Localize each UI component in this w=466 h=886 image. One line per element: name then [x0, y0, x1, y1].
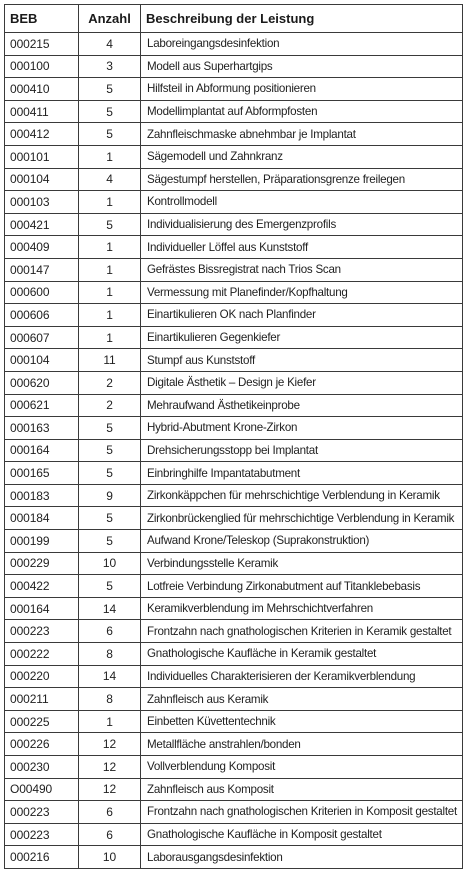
description-cell: Gefrästes Bissregistrat nach Trios Scan: [141, 258, 463, 281]
description-cell: Hybrid-Abutment Krone-Zirkon: [141, 417, 463, 440]
quantity-cell: 5: [79, 100, 141, 123]
table-row: [5, 846, 463, 869]
beb-code-cell: 000223: [5, 801, 79, 824]
description-cell: Zahnfleisch aus Keramik: [141, 688, 463, 711]
beb-code-cell: 000163: [5, 417, 79, 440]
description-cell: Frontzahn nach gnathologischen Kriterien in Keramik gestaltet: [141, 620, 463, 643]
quantity-cell: 8: [79, 688, 141, 711]
table-row: [5, 484, 463, 507]
quantity-cell: 5: [79, 439, 141, 462]
table-row: [5, 258, 463, 281]
quantity-cell: 5: [79, 123, 141, 146]
quantity-cell: 14: [79, 665, 141, 688]
table-row: [5, 530, 463, 553]
quantity-cell: 1: [79, 281, 141, 304]
description-cell: Zahnfleisch aus Komposit: [141, 778, 463, 801]
beb-code-cell: 000409: [5, 236, 79, 259]
quantity-cell: 12: [79, 733, 141, 756]
description-cell: Sägestumpf herstellen, Präparationsgrenze freilegen: [141, 168, 463, 191]
description-cell: Gnathologische Kaufläche in Keramik gestaltet: [141, 643, 463, 666]
beb-code-cell: 000422: [5, 575, 79, 598]
quantity-cell: 2: [79, 371, 141, 394]
service-table: [4, 4, 463, 869]
table-row: [5, 552, 463, 575]
quantity-cell: 4: [79, 168, 141, 191]
quantity-cell: 5: [79, 78, 141, 101]
quantity-cell: 6: [79, 823, 141, 846]
quantity-cell: 1: [79, 236, 141, 259]
description-cell: Vermessung mit Planefinder/Kopfhaltung: [141, 281, 463, 304]
table-body: [5, 33, 463, 869]
quantity-cell: 10: [79, 552, 141, 575]
beb-code-cell: 000101: [5, 145, 79, 168]
description-cell: Individueller Löffel aus Kunststoff: [141, 236, 463, 259]
description-cell: Zirkonbrückenglied für mehrschichtige Verblendung in Keramik: [141, 507, 463, 530]
description-cell: Zahnfleischmaske abnehmbar je Implantat: [141, 123, 463, 146]
quantity-cell: 5: [79, 507, 141, 530]
beb-code-cell: 000421: [5, 213, 79, 236]
beb-code-cell: 000103: [5, 191, 79, 214]
table-row: [5, 100, 463, 123]
quantity-cell: 1: [79, 710, 141, 733]
quantity-cell: 10: [79, 846, 141, 869]
beb-code-cell: 000607: [5, 326, 79, 349]
table-row: [5, 733, 463, 756]
table-row: [5, 643, 463, 666]
description-cell: Individuelles Charakterisieren der Keramikverblendung: [141, 665, 463, 688]
table-row: [5, 778, 463, 801]
quantity-cell: 14: [79, 597, 141, 620]
table-row: [5, 439, 463, 462]
beb-code-cell: 000211: [5, 688, 79, 711]
beb-code-cell: 000215: [5, 33, 79, 56]
table-row: [5, 394, 463, 417]
quantity-cell: 11: [79, 349, 141, 372]
table-row: [5, 236, 463, 259]
beb-code-cell: 000412: [5, 123, 79, 146]
description-cell: Keramikverblendung im Mehrschichtverfahren: [141, 597, 463, 620]
quantity-cell: 1: [79, 191, 141, 214]
quantity-cell: 3: [79, 55, 141, 78]
quantity-cell: 1: [79, 304, 141, 327]
quantity-cell: 1: [79, 326, 141, 349]
quantity-cell: 1: [79, 145, 141, 168]
description-cell: Einbetten Küvettentechnik: [141, 710, 463, 733]
table-row: [5, 417, 463, 440]
description-cell: Stumpf aus Kunststoff: [141, 349, 463, 372]
description-cell: Laboreingangsdesinfektion: [141, 33, 463, 56]
description-cell: Einartikulieren OK nach Planfinder: [141, 304, 463, 327]
beb-code-cell: 000230: [5, 756, 79, 779]
description-cell: Verbindungsstelle Keramik: [141, 552, 463, 575]
description-cell: Metallfläche anstrahlen/bonden: [141, 733, 463, 756]
beb-code-cell: O00490: [5, 778, 79, 801]
table-row: [5, 597, 463, 620]
description-cell: Aufwand Krone/Teleskop (Suprakonstruktion): [141, 530, 463, 553]
quantity-cell: 12: [79, 756, 141, 779]
description-cell: Vollverblendung Komposit: [141, 756, 463, 779]
quantity-cell: 5: [79, 213, 141, 236]
table-row: [5, 620, 463, 643]
description-cell: Drehsicherungsstopp bei Implantat: [141, 439, 463, 462]
table-row: [5, 665, 463, 688]
description-cell: Lotfreie Verbindung Zirkonabutment auf Titanklebebasis: [141, 575, 463, 598]
description-cell: Einbringhilfe Impantatabutment: [141, 462, 463, 485]
table-row: [5, 575, 463, 598]
beb-code-cell: 000216: [5, 846, 79, 869]
description-cell: Frontzahn nach gnathologischen Kriterien in Komposit gestaltet: [141, 801, 463, 824]
beb-code-cell: 000164: [5, 439, 79, 462]
description-cell: Modell aus Superhartgips: [141, 55, 463, 78]
quantity-cell: 6: [79, 801, 141, 824]
beb-code-cell: 000147: [5, 258, 79, 281]
header-row: [5, 5, 463, 33]
quantity-cell: 12: [79, 778, 141, 801]
quantity-cell: 8: [79, 643, 141, 666]
table-header: [5, 5, 463, 33]
beb-code-cell: 000100: [5, 55, 79, 78]
beb-code-cell: 000229: [5, 552, 79, 575]
table-row: [5, 145, 463, 168]
table-row: [5, 823, 463, 846]
table-row: [5, 688, 463, 711]
table-row: [5, 326, 463, 349]
table-row: [5, 191, 463, 214]
table-row: [5, 756, 463, 779]
beb-code-cell: 000620: [5, 371, 79, 394]
description-cell: Gnathologische Kaufläche in Komposit gestaltet: [141, 823, 463, 846]
beb-code-cell: 000621: [5, 394, 79, 417]
beb-code-cell: 000184: [5, 507, 79, 530]
table-row: [5, 213, 463, 236]
header-beb: BEB: [5, 5, 79, 33]
table-row: [5, 33, 463, 56]
description-cell: Individualisierung des Emergenzprofils: [141, 213, 463, 236]
table-row: [5, 281, 463, 304]
table-row: [5, 710, 463, 733]
quantity-cell: 9: [79, 484, 141, 507]
beb-code-cell: 000164: [5, 597, 79, 620]
beb-code-cell: 000104: [5, 168, 79, 191]
table-row: [5, 55, 463, 78]
beb-code-cell: 000222: [5, 643, 79, 666]
quantity-cell: 5: [79, 575, 141, 598]
quantity-cell: 5: [79, 417, 141, 440]
table-row: [5, 801, 463, 824]
beb-code-cell: 000165: [5, 462, 79, 485]
beb-code-cell: 000411: [5, 100, 79, 123]
header-beschreibung: Beschreibung der Leistung: [141, 5, 463, 33]
quantity-cell: 1: [79, 258, 141, 281]
table-row: [5, 123, 463, 146]
description-cell: Mehraufwand Ästhetikeinprobe: [141, 394, 463, 417]
table-row: [5, 78, 463, 101]
quantity-cell: 4: [79, 33, 141, 56]
beb-code-cell: 000223: [5, 620, 79, 643]
beb-code-cell: 000183: [5, 484, 79, 507]
header-anzahl: Anzahl: [79, 5, 141, 33]
description-cell: Kontrollmodell: [141, 191, 463, 214]
table-row: [5, 462, 463, 485]
quantity-cell: 2: [79, 394, 141, 417]
description-cell: Zirkonkäppchen für mehrschichtige Verblendung in Keramik: [141, 484, 463, 507]
beb-code-cell: 000220: [5, 665, 79, 688]
beb-code-cell: 000104: [5, 349, 79, 372]
description-cell: Einartikulieren Gegenkiefer: [141, 326, 463, 349]
quantity-cell: 5: [79, 530, 141, 553]
description-cell: Laborausgangsdesinfektion: [141, 846, 463, 869]
beb-code-cell: 000410: [5, 78, 79, 101]
beb-code-cell: 000606: [5, 304, 79, 327]
beb-code-cell: 000225: [5, 710, 79, 733]
table-row: [5, 349, 463, 372]
quantity-cell: 5: [79, 462, 141, 485]
table-row: [5, 507, 463, 530]
description-cell: Modellimplantat auf Abformpfosten: [141, 100, 463, 123]
beb-code-cell: 000226: [5, 733, 79, 756]
table-row: [5, 304, 463, 327]
beb-code-cell: 000199: [5, 530, 79, 553]
quantity-cell: 6: [79, 620, 141, 643]
table-row: [5, 168, 463, 191]
description-cell: Sägemodell und Zahnkranz: [141, 145, 463, 168]
table-row: [5, 371, 463, 394]
beb-code-cell: 000223: [5, 823, 79, 846]
description-cell: Hilfsteil in Abformung positionieren: [141, 78, 463, 101]
beb-code-cell: 000600: [5, 281, 79, 304]
description-cell: Digitale Ästhetik – Design je Kiefer: [141, 371, 463, 394]
